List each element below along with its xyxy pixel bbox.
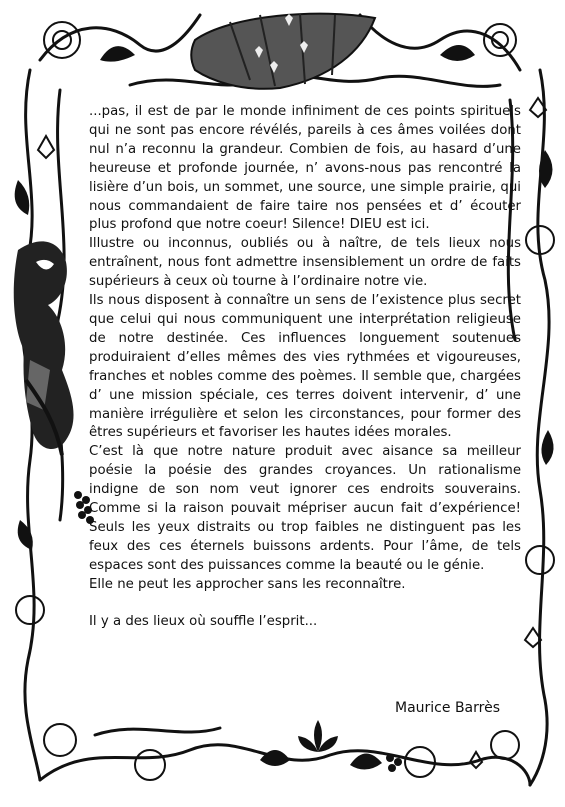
paragraph-4: C’est là que notre nature produit avec aisance sa meilleur poésie la poésie des grandes croyances. Un rationalisme indigne de son nom veut ignorer ces endroits souverains. Comme si la raison pouvait mépriser aucun fait d’expérience! Seuls les yeux distraits ou trop faibles ne distinguent pas les feux des ces éternels buissons ardents. Pour l’âme, de tels espaces sont des puissances comme la beauté ou le génie.: [89, 444, 521, 573]
paragraph-1: ...pas, il est de par le monde infiniment de ces points spirituels qui ne sont pas encore révélés, pareils à ces âmes voilées dont nul n’a reconnu la grandeur. Combien de fois, au hasard d’une heureuse et profonde journée, n’ avons-nous pas rencontré la lisière d’un bois, un sommet, une source, une simple prairie, qui nous commandaient de faire taire nos pensées et d’ écouter plus profond que notre coeur! Silence! DIEU est ici.: [89, 104, 521, 233]
paragraph-2: Illustre ou inconnus, oubliés ou à naître, de tels lieux nous entraînent, nous font admettre insensiblement un ordre de faits supérieurs à ceux où tourne à l’ordinaire notre vie.: [89, 236, 521, 290]
poem-text-block: [89, 103, 521, 632]
paragraph-spacer: [89, 595, 521, 614]
paragraph-5: Elle ne peut les approcher sans les reconnaître.: [89, 576, 406, 592]
fleur-de-lis-ornament: [298, 720, 338, 752]
closing-line: Il y a des lieux où souffle l’esprit...: [89, 614, 318, 630]
paragraph-3: Ils nous disposent à connaître un sens de l’existence plus secret que celui qui nous communiquent une interprétation religieuse de notre destinée. Ces influences longuement soutenues produiraient d’elles mêmes des vies rythmées et vigoureuses, franches et nobles comme des poèmes. Il semble que, chargées d’ une mission spéciale, ces terres doivent intervenir, d’ une manière irrégulière et selon les circonstances, pour former des êtres supérieurs et favoriser les hautes idées morales.: [89, 293, 521, 441]
heraldic-shield: [191, 14, 375, 89]
author-signature: Maurice Barrès: [395, 700, 500, 716]
